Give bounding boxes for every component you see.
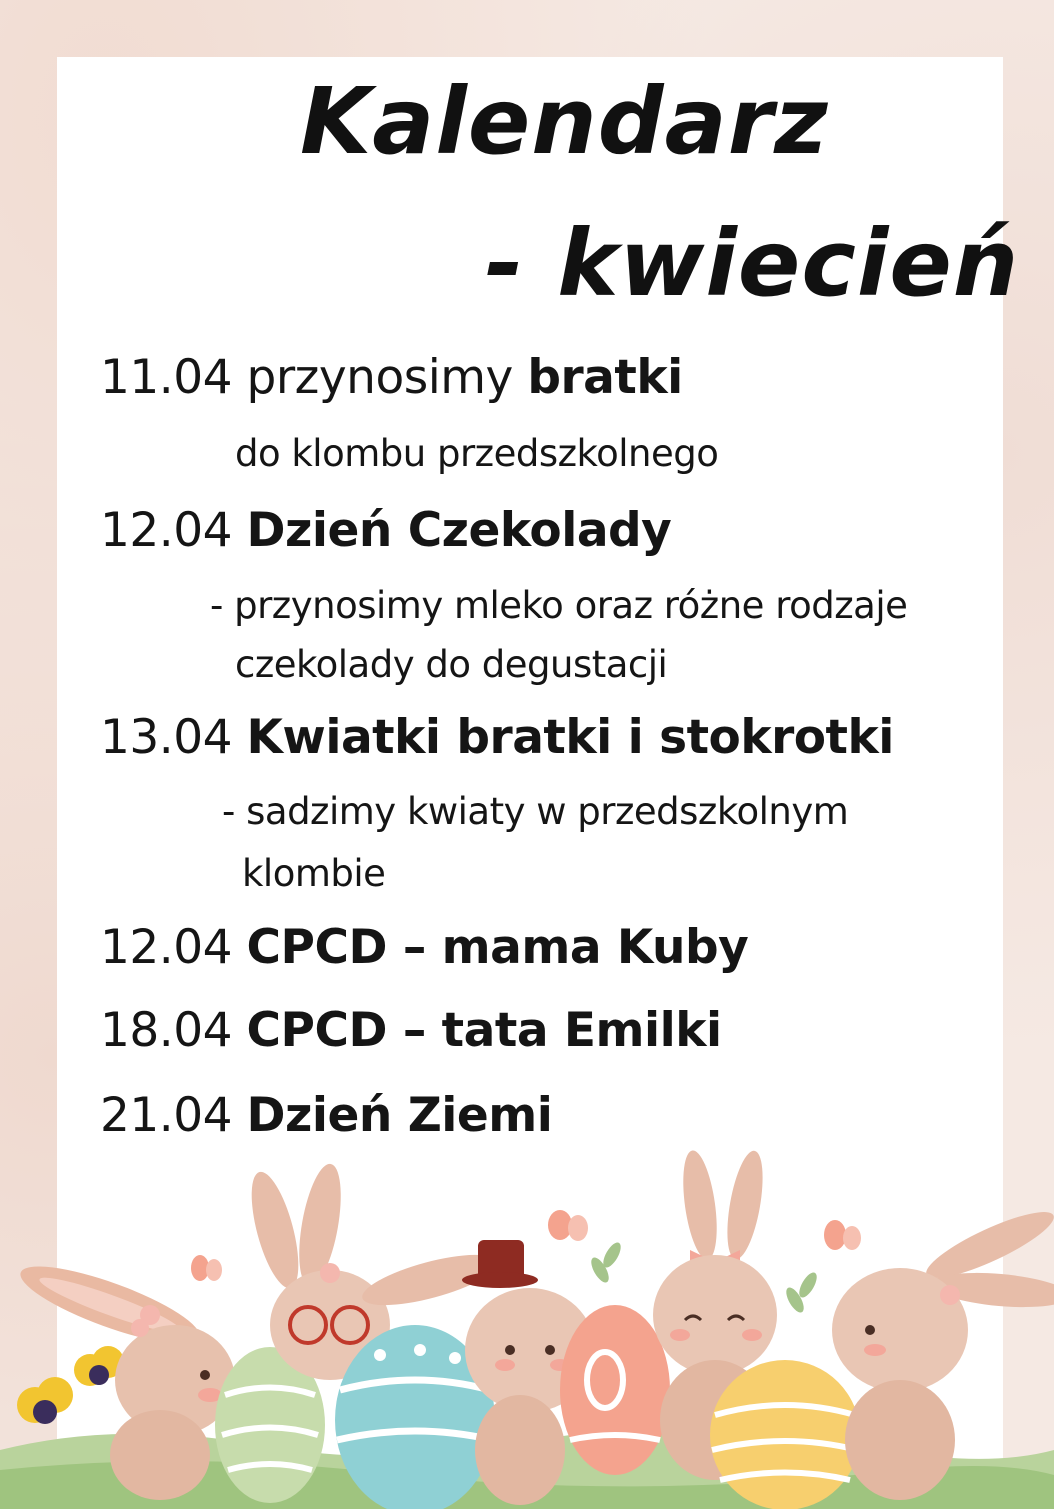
event-detail: czekolady do degustacji [235,643,668,686]
event-date: 18.04 [100,1003,233,1058]
title-line-1: Kalendarz [300,68,829,175]
event-12-04-cpcd [100,920,748,975]
event-title: CPCD – tata Emilki [246,1003,722,1058]
pansy-flower-icon [17,1346,124,1424]
event-12-04-czekolada [100,503,671,558]
event-title: Dzień Czekolady [246,503,672,558]
event-date: 11.04 [100,350,233,405]
easter-egg-icon [560,1305,670,1475]
bunny-icon [832,1201,1054,1500]
easter-egg-icon [710,1360,860,1509]
event-text: przynosimy [246,350,513,405]
butterfly-icon [824,1220,861,1250]
event-date: 12.04 [100,503,233,558]
easter-bunnies-illustration [0,1150,1054,1509]
event-detail: - sadzimy kwiaty w przedszkolnym [222,790,849,833]
event-detail: klombie [242,852,386,895]
event-13-04 [100,710,894,765]
event-18-04 [100,1003,722,1058]
event-detail: - przynosimy mleko oraz różne rodzaje [210,584,908,627]
event-title: CPCD – mama Kuby [246,920,749,975]
event-detail: do klombu przedszkolnego [235,432,719,475]
event-title: Dzień Ziemi [246,1088,553,1143]
title-line-2: - kwiecień [485,210,1020,317]
event-title: bratki [527,350,683,405]
event-21-04 [100,1088,552,1143]
event-date: 12.04 [100,920,233,975]
event-date: 13.04 [100,710,233,765]
event-title: Kwiatki bratki i stokrotki [246,710,894,765]
event-date: 21.04 [100,1088,233,1143]
butterfly-icon [548,1210,588,1241]
event-11-04 [100,350,683,405]
butterfly-icon [191,1255,222,1281]
